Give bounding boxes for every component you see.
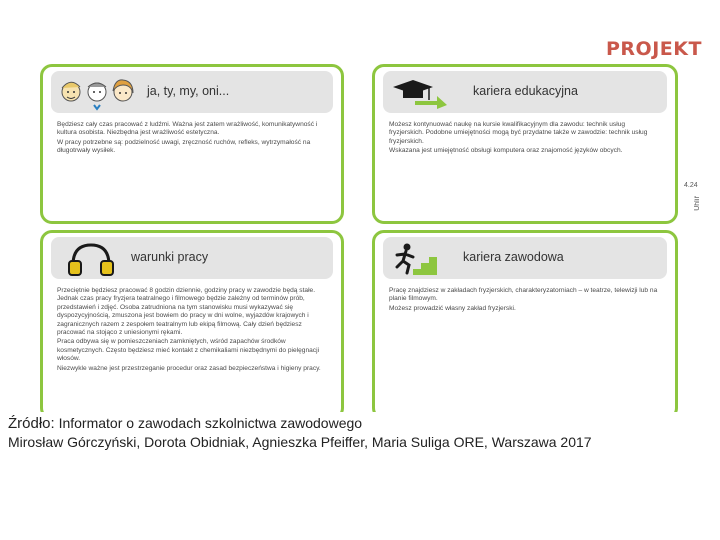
side-label: Uhlíř: [694, 196, 701, 211]
card-header: [383, 237, 667, 279]
card-paragraph: Będziesz cały czas pracować z ludźmi. Ważna jest zatem wrażliwość, komunikatywność i kultura osobista. Niezbędna jest wrażliwość estetyczna.: [57, 121, 318, 137]
headphones-icon: [65, 241, 117, 284]
card-paragraph: Wskazana jest umiejętność obsługi komputera oraz znajomość języków obcych.: [389, 147, 623, 155]
source-caption: [8, 412, 708, 452]
source-title: Informator o zawodach szkolnictwa zawodowego: [54, 415, 363, 431]
card-conditions: [40, 230, 344, 420]
card-title: warunki pracy: [131, 250, 209, 264]
card-header: [383, 71, 667, 113]
card-paragraph: Pracę znajdziesz w zakładach fryzjerskich, charakteryzatorniach – w teatrze, telewizji lub na planie filmowym.: [389, 287, 658, 303]
card-people: [40, 64, 344, 224]
card-paragraph: Możesz kontynuować naukę na kursie kwalifikacyjnym dla zawodu: technik usług fryzjerskich. Podobne umiejętności mogą być przydatne także w zawodzie: technik usług fryzjerskich.: [389, 121, 648, 145]
people-faces-icon: [57, 75, 137, 116]
card-body: [389, 287, 661, 314]
card-body: [57, 121, 327, 157]
brand-logo: PROJEKT: [606, 38, 702, 60]
source-label: Źródło:: [8, 415, 55, 432]
card-body: [389, 121, 661, 157]
card-paragraph: Możesz prowadzić własny zakład fryzjerski.: [389, 304, 516, 312]
running-stairs-icon: [393, 241, 445, 284]
page-code: 4.24: [684, 182, 698, 189]
card-paragraph: Niezwykle ważne jest przestrzeganie procedur oraz zasad bezpieczeństwa i higieny pracy.: [57, 364, 321, 372]
card-education: [372, 64, 678, 224]
card-header: [51, 237, 333, 279]
card-header: [51, 71, 333, 113]
source-authors: Mirosław Górczyński, Dorota Obidniak, Agnieszka Pfeiffer, Maria Suliga ORE, Warszawa 2017: [8, 434, 592, 450]
card-body: [57, 287, 327, 374]
card-career: [372, 230, 678, 420]
card-paragraph: Praca odbywa się w pomieszczeniach zamkniętych, wśród zapachów środków kosmetycznych. Często będziesz mieć kontakt z chemikaliami niezbędnymi do pielęgnacji włosów.: [57, 338, 320, 363]
source-line: [8, 414, 708, 433]
card-paragraph: W pracy potrzebne są: podzielność uwagi, zręczność ruchów, refleks, wytrzymałość na długotrwały wysiłek.: [57, 138, 311, 155]
card-title: kariera zawodowa: [463, 250, 564, 264]
card-paragraph: Przeciętnie będziesz pracować 8 godzin dziennie, godziny pracy w zawodzie będą stałe. Jednak czas pracy fryzjera teatralnego i filmowego będzie zależny od terminów prób, przedstawień i zdjęć. Osoba zatrudniona na tym stanowisku musi wykazywać się dyspozycyjnością, zmuszona jest bowiem do pracy w dni wolne, wyjazdów krajowych i zagranicznych razem z zespołem teatralnym lub ekipą filmową. Cały dzień będziesz pracować na stojąco z uniesionymi rękami.: [57, 287, 316, 337]
card-title: ja, ty, my, oni...: [147, 84, 230, 98]
graduation-cap-arrow-icon: [391, 75, 451, 116]
card-title: kariera edukacyjna: [473, 84, 578, 98]
